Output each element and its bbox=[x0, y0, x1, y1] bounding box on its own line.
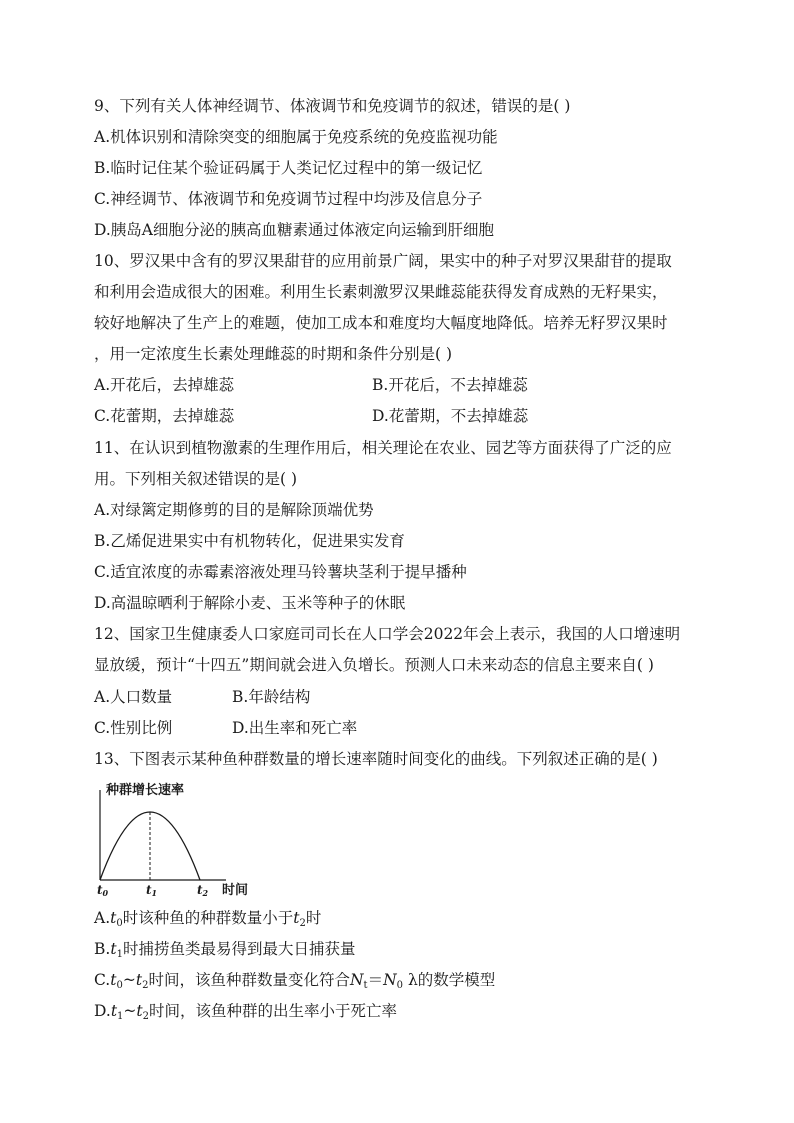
q10-option-a: A.开花后，去掉雄蕊 bbox=[94, 376, 235, 394]
q13-option-a: $A.t_0$时该种鱼的种群数量小于$t_2$时 bbox=[94, 909, 322, 929]
q12-stem-line-2: 显放缓，预计“十四五”期间就会进入负增长。预测人口未来动态的信息主要来自( ) bbox=[94, 656, 654, 674]
q10-option-d: D.花蕾期，不去掉雄蕊 bbox=[372, 407, 529, 425]
q10-stem-line-3: 较好地解决了生产上的难题，使加工成本和难度均大幅度地降低。培养无籽罗汉果时 bbox=[94, 314, 668, 332]
q10-stem-line-4: ，用一定浓度生长素处理雌蕊的时期和条件分别是( ) bbox=[94, 345, 453, 363]
t2-label: t2 bbox=[197, 883, 209, 898]
q10-stem-line-2: 和利用会造成很大的困难。利用生长素刺激罗汉果雌蕊能获得发育成熟的无籽果实， bbox=[94, 283, 668, 301]
q11-option-c: C.适宜浓度的赤霉素溶液处理马铃薯块茎利于提早播种 bbox=[94, 563, 467, 581]
q9-option-a: A.机体识别和清除突变的细胞属于免疫系统的免疫监视功能 bbox=[94, 128, 498, 146]
q9-stem: 9、下列有关人体神经调节、体液调节和免疫调节的叙述，错误的是( ) bbox=[94, 97, 571, 115]
q11-option-d: D.高温晾晒利于解除小麦、玉米等种子的休眠 bbox=[94, 594, 406, 612]
q9-option-b: B.临时记住某个验证码属于人类记忆过程中的第一级记忆 bbox=[94, 159, 483, 177]
q12-stem-line-1: 12、国家卫生健康委人口家庭司司长在人口学会2022年会上表示，我国的人口增速明 bbox=[94, 625, 681, 643]
q9-option-d: D.胰岛A细胞分泌的胰高血糖素通过体液定向运输到肝细胞 bbox=[94, 221, 494, 239]
q12-option-d: D.出生率和死亡率 bbox=[232, 719, 358, 737]
q11-stem-line-2: 用。下列相关叙述错误的是( ) bbox=[94, 470, 298, 488]
q10-option-b: B.开花后，不去掉雄蕊 bbox=[372, 376, 528, 394]
population-growth-rate-graph bbox=[94, 780, 264, 900]
q13-option-c: $C.t_0\sim t_2$时间，该鱼种群数量变化符合$N_t=N_0$ λ的数学模型 bbox=[94, 971, 496, 991]
q10-option-c: C.花蕾期，去掉雄蕊 bbox=[94, 407, 235, 425]
q9-option-c: C.神经调节、体液调节和免疫调节过程中均涉及信息分子 bbox=[94, 190, 483, 208]
t0-label: t0 bbox=[97, 883, 109, 898]
q11-option-b: B.乙烯促进果实中有机物转化，促进果实发育 bbox=[94, 532, 405, 550]
q13-option-d: $D.t_1\sim t_2$时间，该鱼种群的出生率小于死亡率 bbox=[94, 1002, 398, 1022]
q12-option-c: C.性别比例 bbox=[94, 719, 173, 737]
graph-y-axis-label: 种群增长速率 bbox=[106, 783, 185, 798]
q10-stem-line-1: 10、罗汉果中含有的罗汉果甜苷的应用前景广阔，果实中的种子对罗汉果甜苷的提取 bbox=[94, 252, 672, 270]
q11-option-a: A.对绿篱定期修剪的目的是解除顶端优势 bbox=[94, 501, 374, 519]
t1-label: t1 bbox=[146, 883, 158, 898]
q12-option-b: B.年龄结构 bbox=[232, 688, 311, 706]
q13-option-b: $B.t_1$时捕捞鱼类最易得到最大日捕获量 bbox=[94, 940, 356, 960]
q13-stem: 13、下图表示某种鱼种群数量的增长速率随时间变化的曲线。下列叙述正确的是( ) bbox=[94, 750, 658, 768]
q11-stem-line-1: 11、在认识到植物激素的生理作用后，相关理论在农业、园艺等方面获得了广泛的应 bbox=[94, 439, 672, 457]
q12-option-a: A.人口数量 bbox=[94, 688, 173, 706]
graph-x-axis-label: 时间 bbox=[222, 883, 249, 898]
